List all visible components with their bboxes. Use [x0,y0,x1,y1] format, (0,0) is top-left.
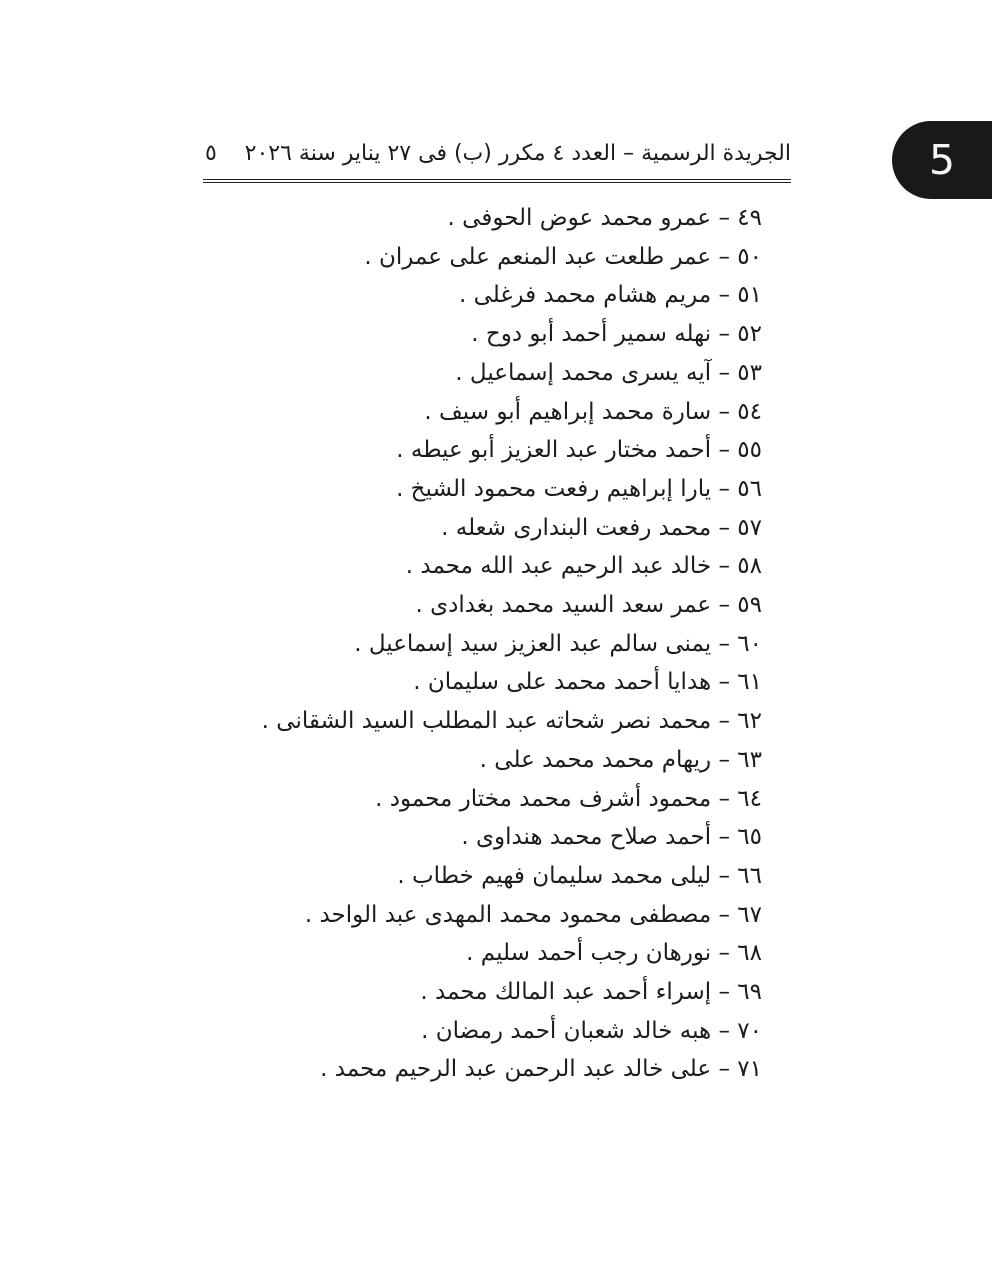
list-item: ٥٥ – أحمد مختار عبد العزيز أبو عيطه . [396,437,762,464]
list-item: ٥٦ – يارا إبراهيم رفعت محمود الشيخ . [396,475,762,502]
list-item: ٧١ – على خالد عبد الرحمن عبد الرحيم محمد . [320,1056,762,1083]
list-item: ٦٠ – يمنى سالم عبد العزيز سيد إسماعيل . [354,630,762,657]
list-item: ٥١ – مريم هشام محمد فرغلى . [458,282,762,309]
list-item: ٥٨ – خالد عبد الرحيم عبد الله محمد . [405,553,762,580]
list-item: ٤٩ – عمرو محمد عوض الحوفى . [447,205,762,231]
list-item: ٦٤ – محمود أشرف محمد مختار محمود . [375,785,762,812]
list-item: ٥٤ – سارة محمد إبراهيم أبو سيف . [424,398,762,425]
list-item: ٦١ – هدايا أحمد محمد على سليمان . [413,669,762,696]
list-item: ٦٩ – إسراء أحمد عبد المالك محمد . [420,979,762,1006]
list-item: ٥٢ – نهله سمير أحمد أبو دوح . [471,321,762,348]
header-rule [203,179,791,183]
list-item: ٦٥ – أحمد صلاح محمد هنداوى . [461,824,762,851]
list-item: ٥٩ – عمر سعد السيد محمد بغدادى . [415,592,762,619]
list-item: ٦٢ – محمد نصر شحاته عبد المطلب السيد الشقانى . [261,708,762,735]
page-number-tab [892,121,992,199]
page-number-arabic: ٥ [205,140,217,166]
list-item: ٥٠ – عمر طلعت عبد المنعم على عمران . [364,243,762,270]
list-item: ٥٣ – آيه يسرى محمد إسماعيل . [455,359,762,386]
list-item: ٧٠ – هبه خالد شعبان أحمد رمضان . [421,1017,762,1044]
list-item: ٦٨ – نورهان رجب أحمد سليم . [466,940,762,967]
list-item: ٦٦ – ليلى محمد سليمان فهيم خطاب . [397,862,762,889]
list-item: ٦٣ – ريهام محمد محمد على . [479,746,762,773]
list-item: ٥٧ – محمد رفعت البندارى شعله . [441,514,762,541]
names-list [203,199,791,1089]
page-number-tab-label: 5 [928,135,956,184]
gazette-title: الجريدة الرسمية – العدد ٤ مكرر (ب) فى ٢٧ يناير سنة ٢٠٢٦ [244,140,791,166]
list-item: ٦٧ – مصطفى محمود محمد المهدى عبد الواحد . [304,901,762,928]
page-header [203,136,791,170]
